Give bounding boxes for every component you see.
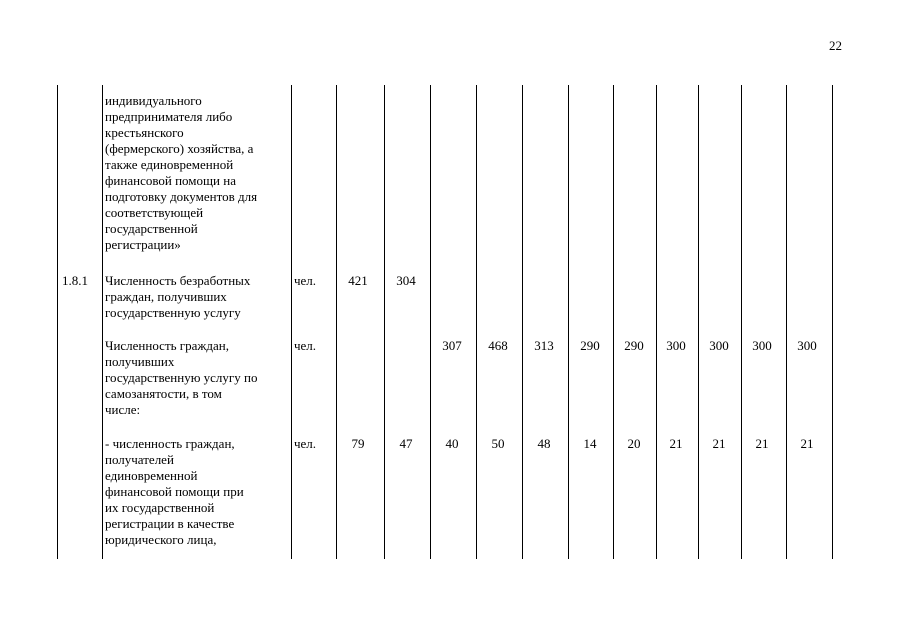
description-line: граждан, получивших — [105, 289, 227, 304]
description-line: числе: — [105, 402, 141, 417]
value-cell: 313 — [534, 338, 554, 353]
description-line: (фермерского) хозяйства, а — [105, 141, 254, 156]
value-cell: 21 — [800, 436, 814, 451]
description-line: государственную услугу — [105, 305, 241, 320]
description-line: регистрации» — [105, 237, 181, 252]
value-cell: 304 — [396, 273, 416, 288]
value-cell: 468 — [488, 338, 508, 353]
description-line: финансовой помощи на — [105, 173, 236, 188]
row-unit: чел. — [294, 338, 317, 353]
description-line: регистрации в качестве — [105, 516, 235, 531]
row-unit: чел. — [294, 436, 317, 451]
description-line: - численность граждан, — [105, 436, 235, 451]
value-cell: 300 — [666, 338, 686, 353]
row-description — [105, 436, 287, 548]
column-divider — [476, 85, 477, 559]
value-cell: 21 — [712, 436, 726, 451]
column-divider — [291, 85, 292, 559]
description-line: Численность граждан, — [105, 338, 229, 353]
column-divider — [568, 85, 569, 559]
description-line: крестьянского — [105, 125, 184, 140]
value-cell: 14 — [583, 436, 597, 451]
description-line: предпринимателя либо — [105, 109, 233, 124]
value-cell: 20 — [627, 436, 641, 451]
row-code: 1.8.1 — [62, 273, 88, 288]
column-divider — [430, 85, 431, 559]
row-description — [105, 338, 287, 418]
column-divider — [698, 85, 699, 559]
description-line: Численность безработных — [105, 273, 251, 288]
description-line: самозанятости, в том — [105, 386, 222, 401]
value-cell: 290 — [624, 338, 644, 353]
description-line: индивидуального — [105, 93, 202, 108]
value-cell: 290 — [580, 338, 600, 353]
value-cell: 21 — [755, 436, 769, 451]
description-line: также единовременной — [105, 157, 234, 172]
description-line: государственную услугу по — [105, 370, 258, 385]
column-divider — [102, 85, 103, 559]
column-divider — [741, 85, 742, 559]
description-line: их государственной — [105, 500, 215, 515]
column-divider — [522, 85, 523, 559]
value-cell: 21 — [669, 436, 683, 451]
value-cell: 300 — [752, 338, 772, 353]
value-cell: 79 — [351, 436, 365, 451]
description-line: единовременной — [105, 468, 198, 483]
row-description — [105, 273, 287, 321]
value-cell: 421 — [348, 273, 368, 288]
column-divider — [786, 85, 787, 559]
row-description — [105, 93, 287, 253]
value-cell: 47 — [399, 436, 413, 451]
value-cell: 307 — [442, 338, 462, 353]
column-divider — [336, 85, 337, 559]
column-divider — [613, 85, 614, 559]
value-cell: 300 — [709, 338, 729, 353]
description-line: подготовку документов для — [105, 189, 258, 204]
value-cell: 50 — [491, 436, 505, 451]
column-divider — [384, 85, 385, 559]
value-cell: 48 — [537, 436, 551, 451]
column-divider — [656, 85, 657, 559]
description-line: юридического лица, — [105, 532, 217, 547]
description-line: государственной — [105, 221, 198, 236]
page-number: 22 — [829, 38, 842, 53]
description-line: получателей — [105, 452, 174, 467]
row-unit: чел. — [294, 273, 317, 288]
value-cell: 300 — [797, 338, 817, 353]
description-line: получивших — [105, 354, 175, 369]
description-line: финансовой помощи при — [105, 484, 244, 499]
description-line: соответствующей — [105, 205, 204, 220]
value-cell: 40 — [445, 436, 459, 451]
